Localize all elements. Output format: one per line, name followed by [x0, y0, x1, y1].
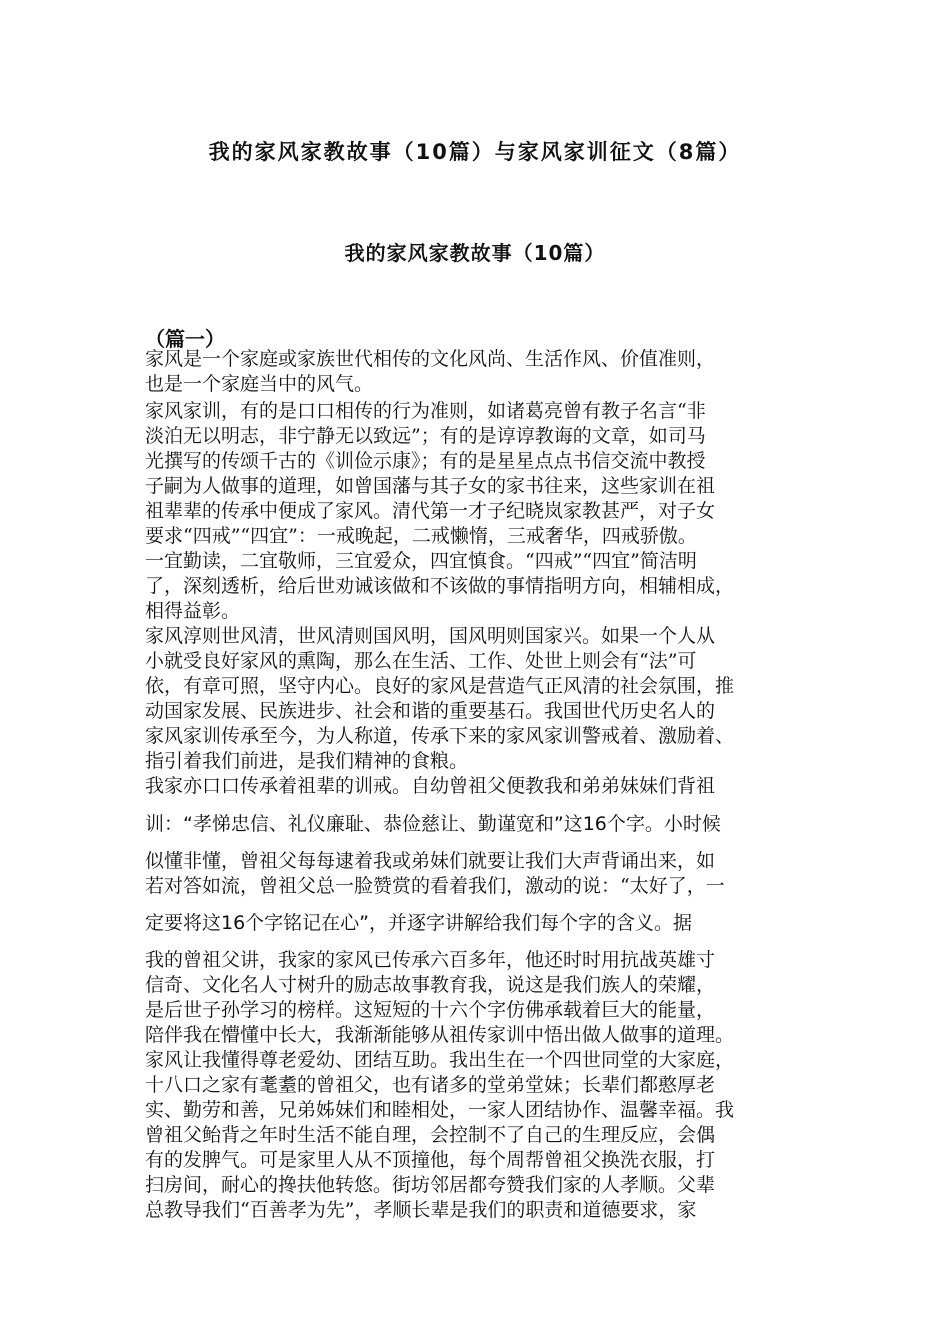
body-line: 家风淳则世风清，世风清则国风明，国风明则国家兴。如果一个人从 — [145, 625, 716, 647]
body-line: 祖辈辈的传承中便成了家风。清代第一才子纪晓岚家教甚严，对子女 — [145, 500, 716, 522]
body-line: 扫房间，耐心的搀扶他转悠。街坊邻居都夸赞我们家的人孝顺。父辈 — [145, 1174, 716, 1196]
body-line: 信奇、文化名人寸树升的励志故事教育我，说这是我们族人的荣耀， — [145, 974, 716, 996]
body-line: 家风家训，有的是口口相传的行为准则，如诸葛亮曾有教子名言“非 — [145, 400, 706, 422]
body-line: 子嗣为人做事的道理，如曾国藩与其子女的家书往来，这些家训在祖 — [145, 475, 716, 497]
body-line: 一宜勤读，二宜敬师，三宜爱众，四宜慎食。“四戒”“四宜”简洁明 — [145, 550, 697, 572]
body-line: 家风让我懂得尊老爱幼、团结互助。我出生在一个四世同堂的大家庭， — [145, 1049, 735, 1071]
body-line: 总教导我们“百善孝为先”，孝顺长辈是我们的职责和道德要求，家 — [145, 1199, 697, 1221]
body-line: 有的发脾气。可是家里人从不顶撞他，每个周帮曾祖父换洗衣服，打 — [145, 1149, 716, 1171]
body-line: 小就受良好家风的熏陶，那么在生活、工作、处世上则会有“法”可 — [145, 650, 697, 672]
body-line: 十八口之家有耄耋的曾祖父，也有诸多的堂弟堂妹；长辈们都憨厚老 — [145, 1074, 716, 1096]
document-title: 我的家风家教故事（10篇）与家风家训征文（8篇） — [208, 140, 742, 164]
body-line: 相得益彰。 — [145, 600, 241, 622]
body-line: 似懂非懂，曾祖父每每逮着我或弟妹们就要让我们大声背诵出来，如 — [145, 850, 716, 872]
body-line: 是后世子孙学习的榜样。这短短的十六个字仿佛承载着巨大的能量， — [145, 999, 716, 1021]
body-line: 我的曾祖父讲，我家的家风已传承六百多年，他还时时用抗战英雄寸 — [145, 949, 716, 971]
body-line: 家风家训传承至今，为人称道，传承下来的家风家训警戒着、激励着、 — [145, 725, 735, 747]
body-line: 曾祖父鲐背之年时生活不能自理，会控制不了自己的生理反应，会偶 — [145, 1124, 716, 1146]
body-line: 淡泊无以明志，非宁静无以致远”；有的是谆谆教诲的文章，如司马 — [145, 425, 706, 447]
body-line: 光撰写的传颂千古的《训俭示康》；有的是星星点点书信交流中教授 — [145, 450, 706, 472]
section-title: 我的家风家教故事（10篇） — [344, 241, 606, 265]
body-line: 指引着我们前进，是我们精神的食粮。 — [145, 750, 469, 772]
body-line: 我家亦口口传承着祖辈的训戒。自幼曾祖父便教我和弟弟妹妹们背祖 — [145, 775, 716, 797]
part-heading: （篇一） — [145, 327, 225, 351]
body-line: 定要将这16个字铭记在心”，并逐字讲解给我们每个字的含义。据 — [145, 912, 693, 934]
body-line: 动国家发展、民族进步、社会和谐的重要基石。我国世代历史名人的 — [145, 700, 716, 722]
body-line: 实、勤劳和善，兄弟姊妹们和睦相处，一家人团结协作、温馨幸福。我 — [145, 1099, 735, 1121]
body-line: 家风是一个家庭或家族世代相传的文化风尚、生活作风、价值准则， — [145, 348, 716, 370]
body-line: 要求“四戒”“四宜”：一戒晚起，二戒懒惰，三戒奢华，四戒骄傲。 — [145, 525, 697, 547]
body-line: 陪伴我在懵懂中长大，我渐渐能够从祖传家训中悟出做人做事的道理。 — [145, 1024, 735, 1046]
body-line: 若对答如流，曾祖父总一脸赞赏的看着我们，激动的说：“太好了，一 — [145, 875, 725, 897]
body-line: 依，有章可照，坚守内心。良好的家风是营造气正风清的社会氛围，推 — [145, 675, 735, 697]
body-line: 也是一个家庭当中的风气。 — [145, 373, 374, 395]
body-line: 了，深刻透析，给后世劝诫该做和不该做的事情指明方向，相辅相成， — [145, 575, 735, 597]
body-line: 训：“孝悌忠信、礼仪廉耻、恭俭慈让、勤谨宽和”这16个字。小时候 — [145, 813, 721, 835]
